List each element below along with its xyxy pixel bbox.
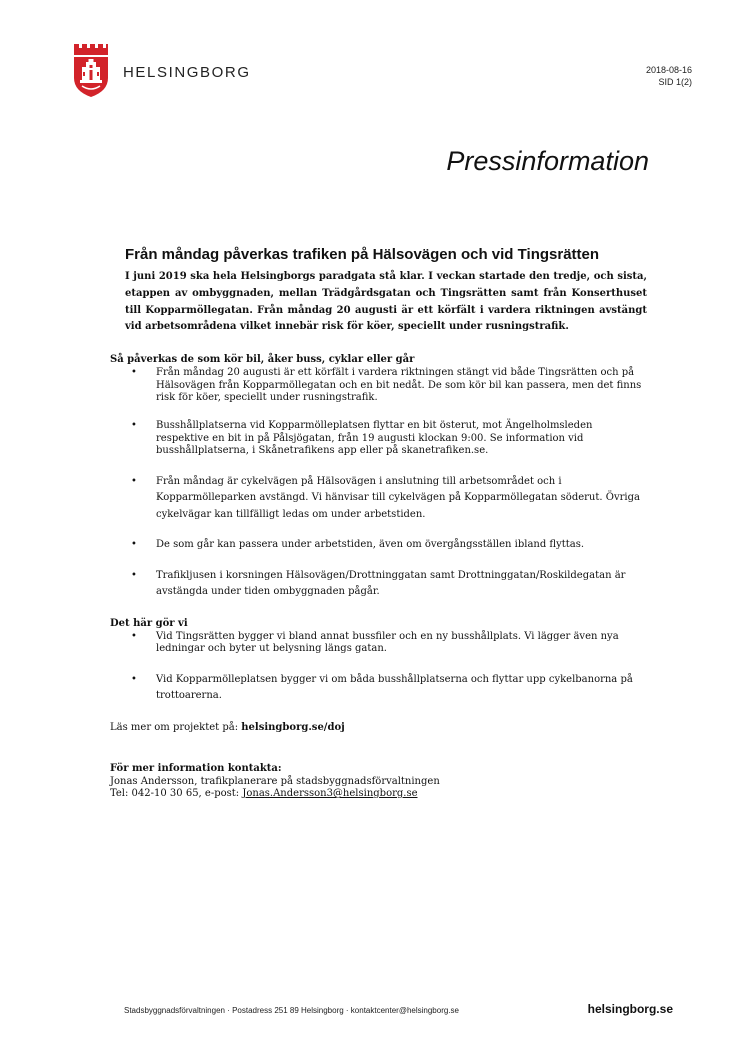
list-item-text: De som går kan passera under arbetstiden, även om övergångsställen ibland flyttas.: [156, 539, 585, 551]
list-item-text: Från måndag är cykelvägen på Hälsovägen i anslutning till arbetsområdet och i Kopparmölleparken avstängd. Vi hänvisar till cykelvägen på Kopparmöllegatan söderut. Övriga cykelvägar kan tillfälligt ledas om under arbetstiden.: [156, 475, 640, 520]
bullet-icon: •: [131, 367, 137, 379]
contact-email-link[interactable]: Jonas.Andersson3@helsingborg.se: [242, 788, 418, 800]
list-item-text: Trafikljusen i korsningen Hälsovägen/Drottninggatan samt Drottninggatan/Roskildegatan är avstängda under tiden ombyggnaden pågår.: [156, 569, 626, 598]
list-item: [125, 631, 647, 656]
document-meta: [646, 64, 692, 88]
document-type: Pressinformation: [446, 146, 649, 176]
list-item: [125, 568, 647, 601]
contact-person: Jonas Andersson, trafikplanerare på stadsbyggnadsförvaltningen: [110, 775, 440, 787]
read-more: [110, 721, 647, 735]
footer-address: Stadsbyggnadsförvaltningen · Postadress 251 89 Helsingborg · kontaktcenter@helsingborg.se: [124, 1006, 459, 1015]
contact-title: För mer information kontakta:: [110, 763, 282, 774]
org-name: HELSINGBORG: [123, 64, 251, 81]
list-item: [125, 539, 647, 551]
article: [110, 246, 647, 801]
list-item: [125, 420, 647, 457]
helsingborg-crest-icon: [72, 42, 110, 98]
bullet-icon: •: [131, 420, 137, 432]
section-title-traffic: Så påverkas de som kör bil, åker buss, cyklar eller går: [110, 354, 415, 366]
list-item: [125, 367, 647, 404]
list-item: [125, 672, 647, 705]
list-item: [125, 474, 647, 524]
list-item-text: Vid Tingsrätten bygger vi bland annat bussfiler och en ny busshållplats. Vi lägger även nya ledningar och byter ut belysning längs gatan.: [156, 631, 619, 655]
work-list: [125, 631, 647, 705]
list-item-text: Vid Kopparmölleplatsen bygger vi om båda busshållplatserna och flyttar upp cykelbanorna på trottoarerna.: [156, 673, 633, 702]
bullet-icon: •: [131, 569, 137, 581]
headline: Från måndag påverkas trafiken på Hälsovägen och vid Tingsrätten: [125, 246, 600, 263]
bullet-icon: •: [131, 673, 137, 685]
bullet-icon: •: [131, 539, 137, 551]
section-title-work: Det här gör vi: [110, 618, 188, 629]
list-item-text: Busshållplatserna vid Kopparmölleplatsen flyttar en bit österut, mot Ängelholmsleden respektive en bit in på Pålsjögatan, från 19 augusti klockan 9:00. Se information vid busshållplatserna, i Skånetrafikens app eller på skanetrafiken.se.: [156, 420, 593, 457]
lead-paragraph: I juni 2019 ska hela Helsingborgs paradgata stå klar. I veckan startade den tredje, och sista, etappen av ombyggnaden, mellan Trädgårdsgatan och Tingsrätten samt från Konserthuset till Kopparmöllegatan. Från måndag 20 augusti är ett körfält i vardera riktningen avstängt vid arbetsområdena vilket innebär risk för köer, speciellt under rusningstrafik.: [125, 271, 647, 333]
contact-details: [110, 788, 647, 801]
read-more-link[interactable]: helsingborg.se/doj: [241, 722, 345, 733]
contact-block: [110, 763, 647, 801]
contact-phone: Tel: 042-10 30 65, e-post:: [110, 788, 243, 800]
footer-website[interactable]: helsingborg.se: [587, 1002, 673, 1016]
traffic-impact-list: [125, 367, 647, 601]
bullet-icon: •: [131, 631, 137, 642]
list-item-text: Från måndag 20 augusti är ett körfält i vardera riktningen stängt vid både Tingsrätten och på Hälsovägen från Kopparmöllegatan och en bit nedåt. De som kör bil kan passera, men det finns risk för köer, speciellt under rusningstrafik.: [156, 367, 642, 403]
page-number: SID 1(2): [658, 77, 692, 87]
bullet-icon: •: [131, 475, 137, 487]
read-more-prefix: Läs mer om projektet på:: [110, 722, 242, 733]
document-date: 2018-08-16: [645, 65, 692, 75]
